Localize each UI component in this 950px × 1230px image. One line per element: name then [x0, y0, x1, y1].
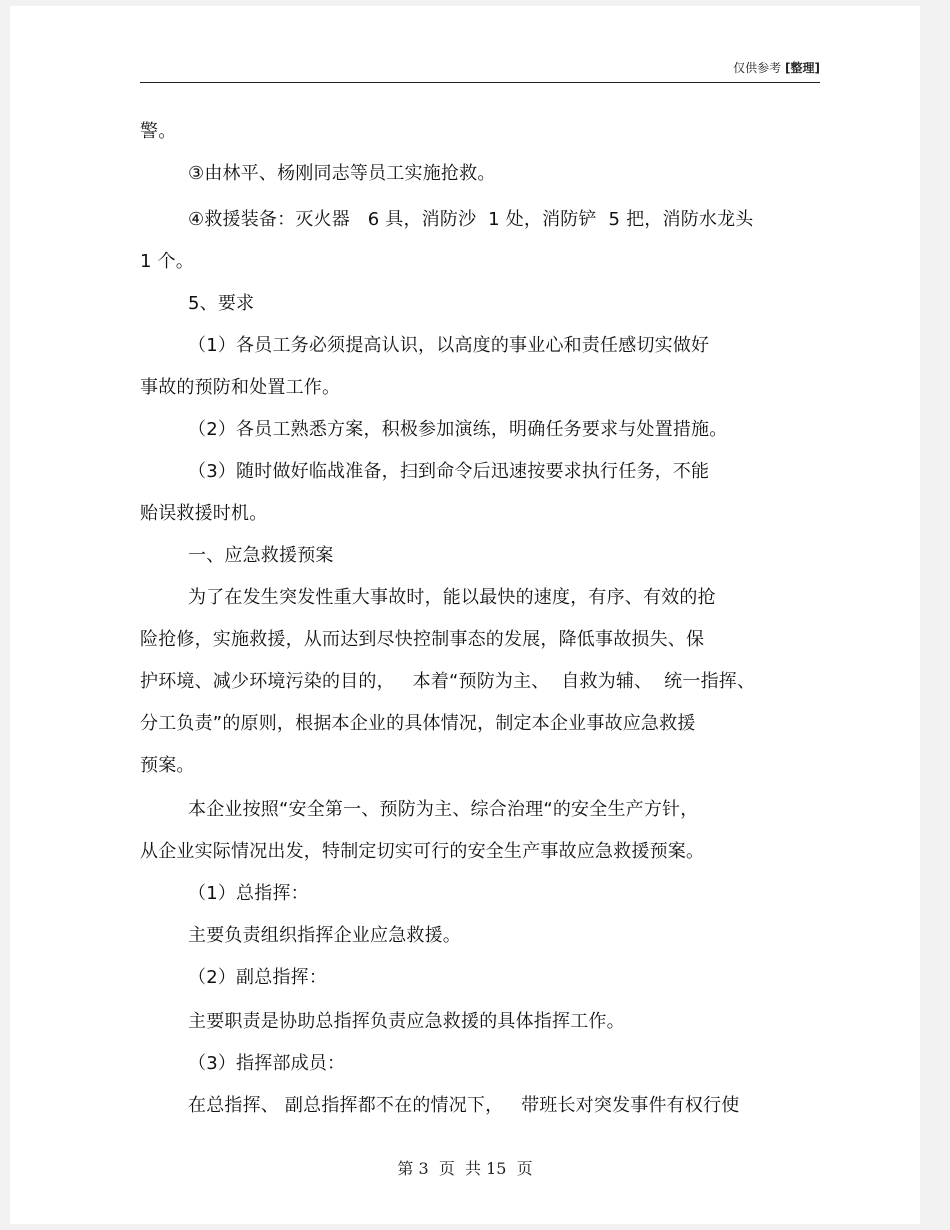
- page-footer: 第 3 页 共 15 页: [397, 1159, 533, 1178]
- text-line: 贻误救援时机。: [140, 503, 268, 524]
- text-line: 分工负责”的原则，根据本企业的具体情况，制定本企业事故应急救援: [140, 713, 696, 734]
- text-line: 主要负责组织指挥企业应急救援。: [188, 925, 461, 946]
- text-line: （2）各员工熟悉方案，积极参加演练，明确任务要求与处置措施。: [188, 419, 728, 440]
- document-page: [10, 6, 920, 1224]
- section-heading: 一、应急救援预案: [188, 545, 334, 566]
- text-line: 5、要求: [188, 293, 255, 314]
- text-line: 险抢修，实施救援，从而达到尽快控制事态的发展，降低事故损失、保: [140, 629, 705, 650]
- text-line: 预案。: [140, 755, 195, 776]
- text-line: 事故的预防和处置工作。: [140, 377, 341, 398]
- text-line: 警。: [140, 121, 177, 142]
- text-line: （2）副总指挥：: [188, 967, 328, 988]
- text-line: （1）总指挥：: [188, 883, 309, 904]
- text-line: 在总指挥、 副总指挥都不在的情况下， 带班长对突发事件有权行使: [188, 1095, 740, 1116]
- text-line: ③由林平、杨刚同志等员工实施抢救。: [188, 163, 496, 184]
- text-line: 护环境、减少环境污染的目的， 本着“预防为主、 自救为辅、 统一指挥、: [140, 671, 756, 692]
- text-line: 从企业实际情况出发，特制定切实可行的安全生产事故应急救援预案。: [140, 841, 705, 862]
- header-note: 仅供参考: [733, 61, 782, 75]
- text-line: 主要职责是协助总指挥负责应急救援的具体指挥工作。: [188, 1011, 625, 1032]
- text-line: （1）各员工务必须提高认识，以高度的事业心和责任感切实做好: [188, 335, 710, 356]
- text-line: （3）指挥部成员：: [188, 1053, 346, 1074]
- header-tag: [整理]: [785, 61, 820, 75]
- text-line: （3）随时做好临战准备，扫到命令后迅速按要求执行任务，不能: [188, 461, 710, 482]
- text-line: 为了在发生突发性重大事故时，能以最快的速度，有序、有效的抢: [188, 587, 716, 608]
- text-line: 1 个。: [140, 251, 194, 272]
- text-line: 本企业按照“安全第一、预防为主、综合治理“的安全生产方针，: [188, 799, 699, 820]
- text-line: ④救援装备：灭火器 6 具，消防沙 1 处，消防铲 5 把，消防水龙头: [188, 209, 754, 230]
- page-header: [140, 54, 820, 83]
